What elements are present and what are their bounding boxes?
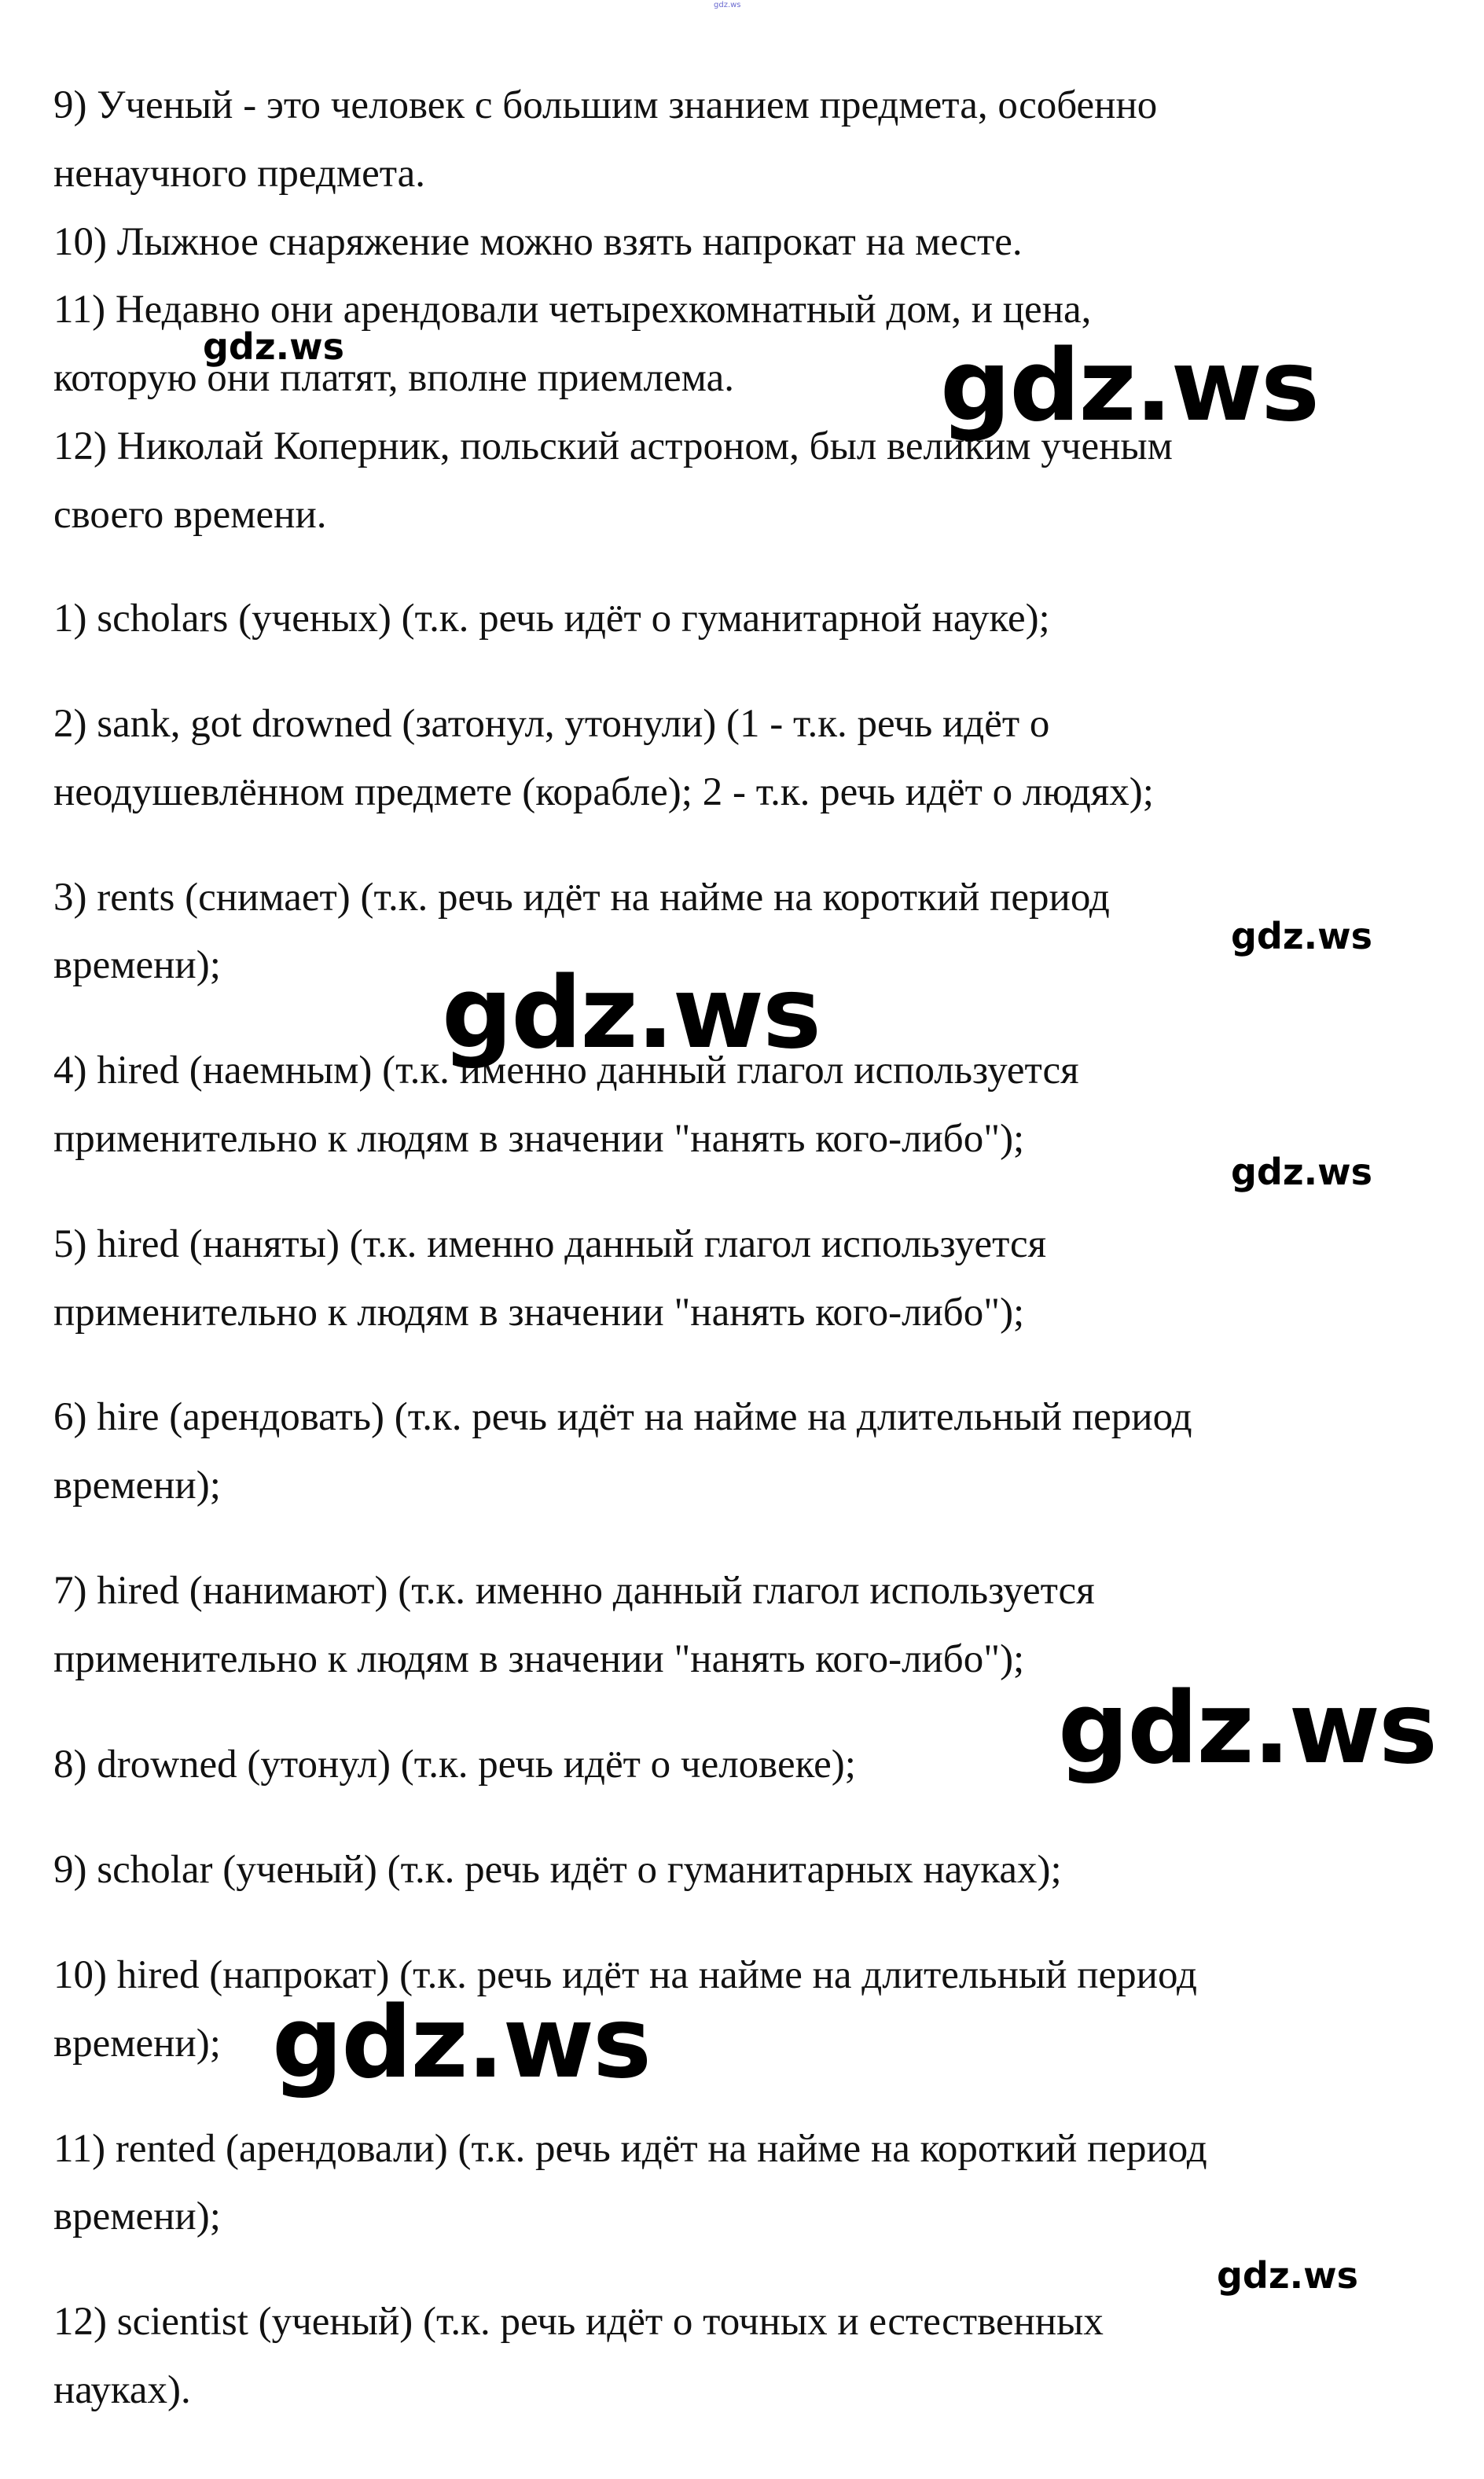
translation-9-line-2: ненаучного предмета. [53,152,426,196]
answer-4-line-2: применительно к людям в значении "нанять кого-либо"); [53,1117,1025,1161]
top-tiny-watermark: gdz.ws [714,1,741,9]
translation-11-line-2: которую они платят, вполне приемлема. [53,356,734,400]
answer-9-line-1: 9) scholar (ученый) (т.к. речь идёт о гуманитарных науках); [53,1848,1062,1892]
translation-12-line-1: 12) Николай Коперник, польский астроном, был великим ученым [53,424,1173,468]
answer-5-line-2: применительно к людям в значении "нанять кого-либо"); [53,1291,1025,1335]
answer-12-line-2: науках). [53,2368,191,2412]
translation-10-line-1: 10) Лыжное снаряжение можно взять напрокат на месте. [53,220,1023,264]
translation-11-line-1: 11) Недавно они арендовали четырехкомнатный дом, и цена, [53,288,1092,332]
watermark-small-1: gdz.ws [203,325,344,368]
answer-3-line-1: 3) rents (снимает) (т.к. речь идёт на найме на короткий период [53,876,1110,920]
answer-10-line-2: времени); [53,2022,221,2066]
watermark-small-3: gdz.ws [1231,1151,1372,1193]
watermark-large-2: gdz.ws [442,955,820,1071]
answer-4-line-1: 4) hired (наемным) (т.к. именно данный глагол используется [53,1049,1079,1093]
answer-5-line-1: 5) hired (наняты) (т.к. именно данный глагол используется [53,1222,1047,1266]
answer-6-line-2: времени); [53,1464,221,1508]
answer-10-line-1: 10) hired (напрокат) (т.к. речь идёт на найме на длительный период [53,1953,1197,1997]
watermark-small-2: gdz.ws [1231,915,1372,957]
answer-3-line-2: времени); [53,943,221,987]
answer-2-line-1: 2) sank, got drowned (затонул, утонули) (1 - т.к. речь идёт о [53,702,1050,746]
answer-11-line-1: 11) rented (арендовали) (т.к. речь идёт на найме на короткий период [53,2127,1207,2171]
answer-7-line-1: 7) hired (нанимают) (т.к. именно данный глагол используется [53,1569,1095,1613]
watermark-small-4: gdz.ws [1217,2254,1358,2297]
translation-12-line-2: своего времени. [53,493,327,537]
answer-12-line-1: 12) scientist (ученый) (т.к. речь идёт о точных и естественных [53,2300,1104,2344]
answer-2-line-2: неодушевлённом предмете (корабле); 2 - т.к. речь идёт о людях); [53,770,1154,814]
watermark-large-3: gdz.ws [1058,1670,1436,1786]
answer-1-line-1: 1) scholars (ученых) (т.к. речь идёт о гуманитарной науке); [53,597,1050,641]
answer-6-line-1: 6) hire (арендовать) (т.к. речь идёт на найме на длительный период [53,1395,1192,1439]
answer-7-line-2: применительно к людям в значении "нанять кого-либо"); [53,1637,1025,1681]
answer-11-line-2: времени); [53,2194,221,2238]
watermark-large-4: gdz.ws [272,1985,650,2100]
watermark-large-1: gdz.ws [940,328,1318,443]
answer-8-line-1: 8) drowned (утонул) (т.к. речь идёт о человеке); [53,1743,856,1787]
translation-9-line-1: 9) Ученый - это человек с большим знанием предмета, особенно [53,83,1158,127]
